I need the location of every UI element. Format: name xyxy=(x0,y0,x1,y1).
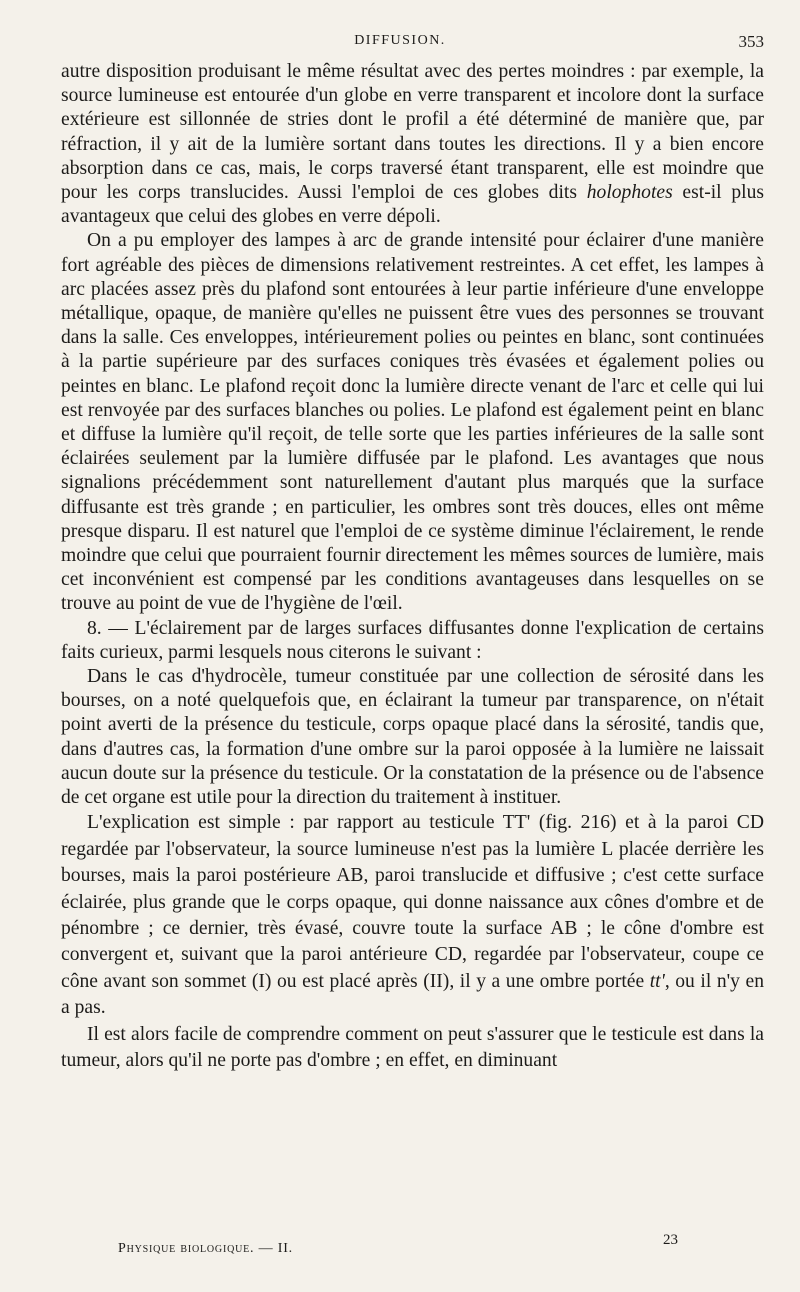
paragraph-2: On a pu employer des lampes à arc de grande intensité pour éclairer d'une manière fort agréable des pièces de dimensions relativement restreintes. A cet effet, les lampes à arc placées assez près du plafond sont entourées à leur partie inférieure d'une enveloppe métallique, opaque, de manière qu'elles ne puissent être vues des personnes se trouvant dans la salle. Ces enveloppes, intérieurement polies ou peintes en blanc, sont continuées à la partie supérieure par des surfaces coniques très évasées et également polies ou peintes en blanc. Le plafond reçoit donc la lumière directe venant de l'arc et celle qui lui est renvoyée par des surfaces blanches ou polies. Le plafond est également peint en blanc et diffuse la lumière qu'il reçoit, de telle sorte que les parties inférieures de la salle sont éclairées seulement par la lumière diffusée par le plafond. Les avantages que nous signalions précédemment sont naturellement d'autant plus marqués que la surface diffusante est très grande ; en particulier, les ombres sont très douces, elles ont même presque disparu. Il est naturel que l'emploi de ce système diminue l'éclairement, le rende moindre que celui que pourraient fournir directement les mêmes sources de lumière, mais cet inconvénient est compensé par les conditions avantageuses dans lesquelles on se trouve au point de vue de l'hygiène de l'œil. xyxy=(61,230,764,615)
running-footer: Physique biologique. — II. xyxy=(118,1241,293,1256)
page-number: 353 xyxy=(738,32,764,51)
paragraph-5: L'explication est simple : par rapport au testicule TT' (fig. 216) et à la paroi CD regardée par l'observateur, la source lumineuse n'est pas la lumière L placée derrière les bourses, mais la paroi postérieure AB, paroi translucide et diffusive ; c'est cette surface éclairée, plus grande que le corps opaque, qui donne naissance aux cônes d'ombre et de pénombre ; ce dernier, très évasé, couvre toute la surface AB ; le cône d'ombre est convergent et, suivant que la paroi antérieure CD, regardée par l'observateur, coupe ce cône avant son sommet (I) ou est placé après (II), il y a une ombre portée tt', ou il n'y en a pas. xyxy=(61,812,765,1019)
signature-mark: 23 xyxy=(663,1232,678,1248)
paragraph-6: Il est alors facile de comprendre comment on peut s'assurer que le testicule est dans la tumeur, alors qu'il ne porte pas d'ombre ; en effet, en diminuant xyxy=(61,1023,764,1071)
paragraph-1: autre disposition produisant le même résultat avec des pertes moindres : par exemple, la source lumineuse est entourée d'un globe en verre transparent et incolore dont la surface extérieure est sillonnée de stries dont le profil a été déterminé de manière que, par réfraction, il y ait de la lumière sortant dans toutes les directions. Il y a bien encore absorption dans ce cas, mais, le corps traversé étant transparent, elle est moindre que pour les corps translucides. Aussi l'emploi de ces globes dits holophotes est-il plus avantageux que celui des globes en verre dépoli. xyxy=(61,61,764,228)
italic-term: tt' xyxy=(649,970,665,992)
chapter-title: DIFFUSION. xyxy=(354,33,446,48)
italic-term: holophotes xyxy=(586,182,673,204)
body-text xyxy=(61,60,764,1074)
running-header xyxy=(0,30,800,54)
paragraph-3: 8. — L'éclairement par de larges surfaces diffusantes donne l'explication de certains faits curieux, parmi lesquels nous citerons le suivant : xyxy=(61,617,764,663)
paragraph-4: Dans le cas d'hydrocèle, tumeur constituée par une collection de sérosité dans les bourses, on a noté quelquefois que, en éclairant la tumeur par transparence, on n'était point averti de la présence du testicule, corps opaque placé dans la sérosité, tandis que, dans d'autres cas, la formation d'une ombre sur la paroi opposée à la lumière ne laissait aucun doute sur la présence du testicule. Or la constatation de la présence ou de l'absence de cet organe est utile pour la direction du traitement à instituer. xyxy=(61,666,764,809)
page-footer xyxy=(0,1232,800,1272)
